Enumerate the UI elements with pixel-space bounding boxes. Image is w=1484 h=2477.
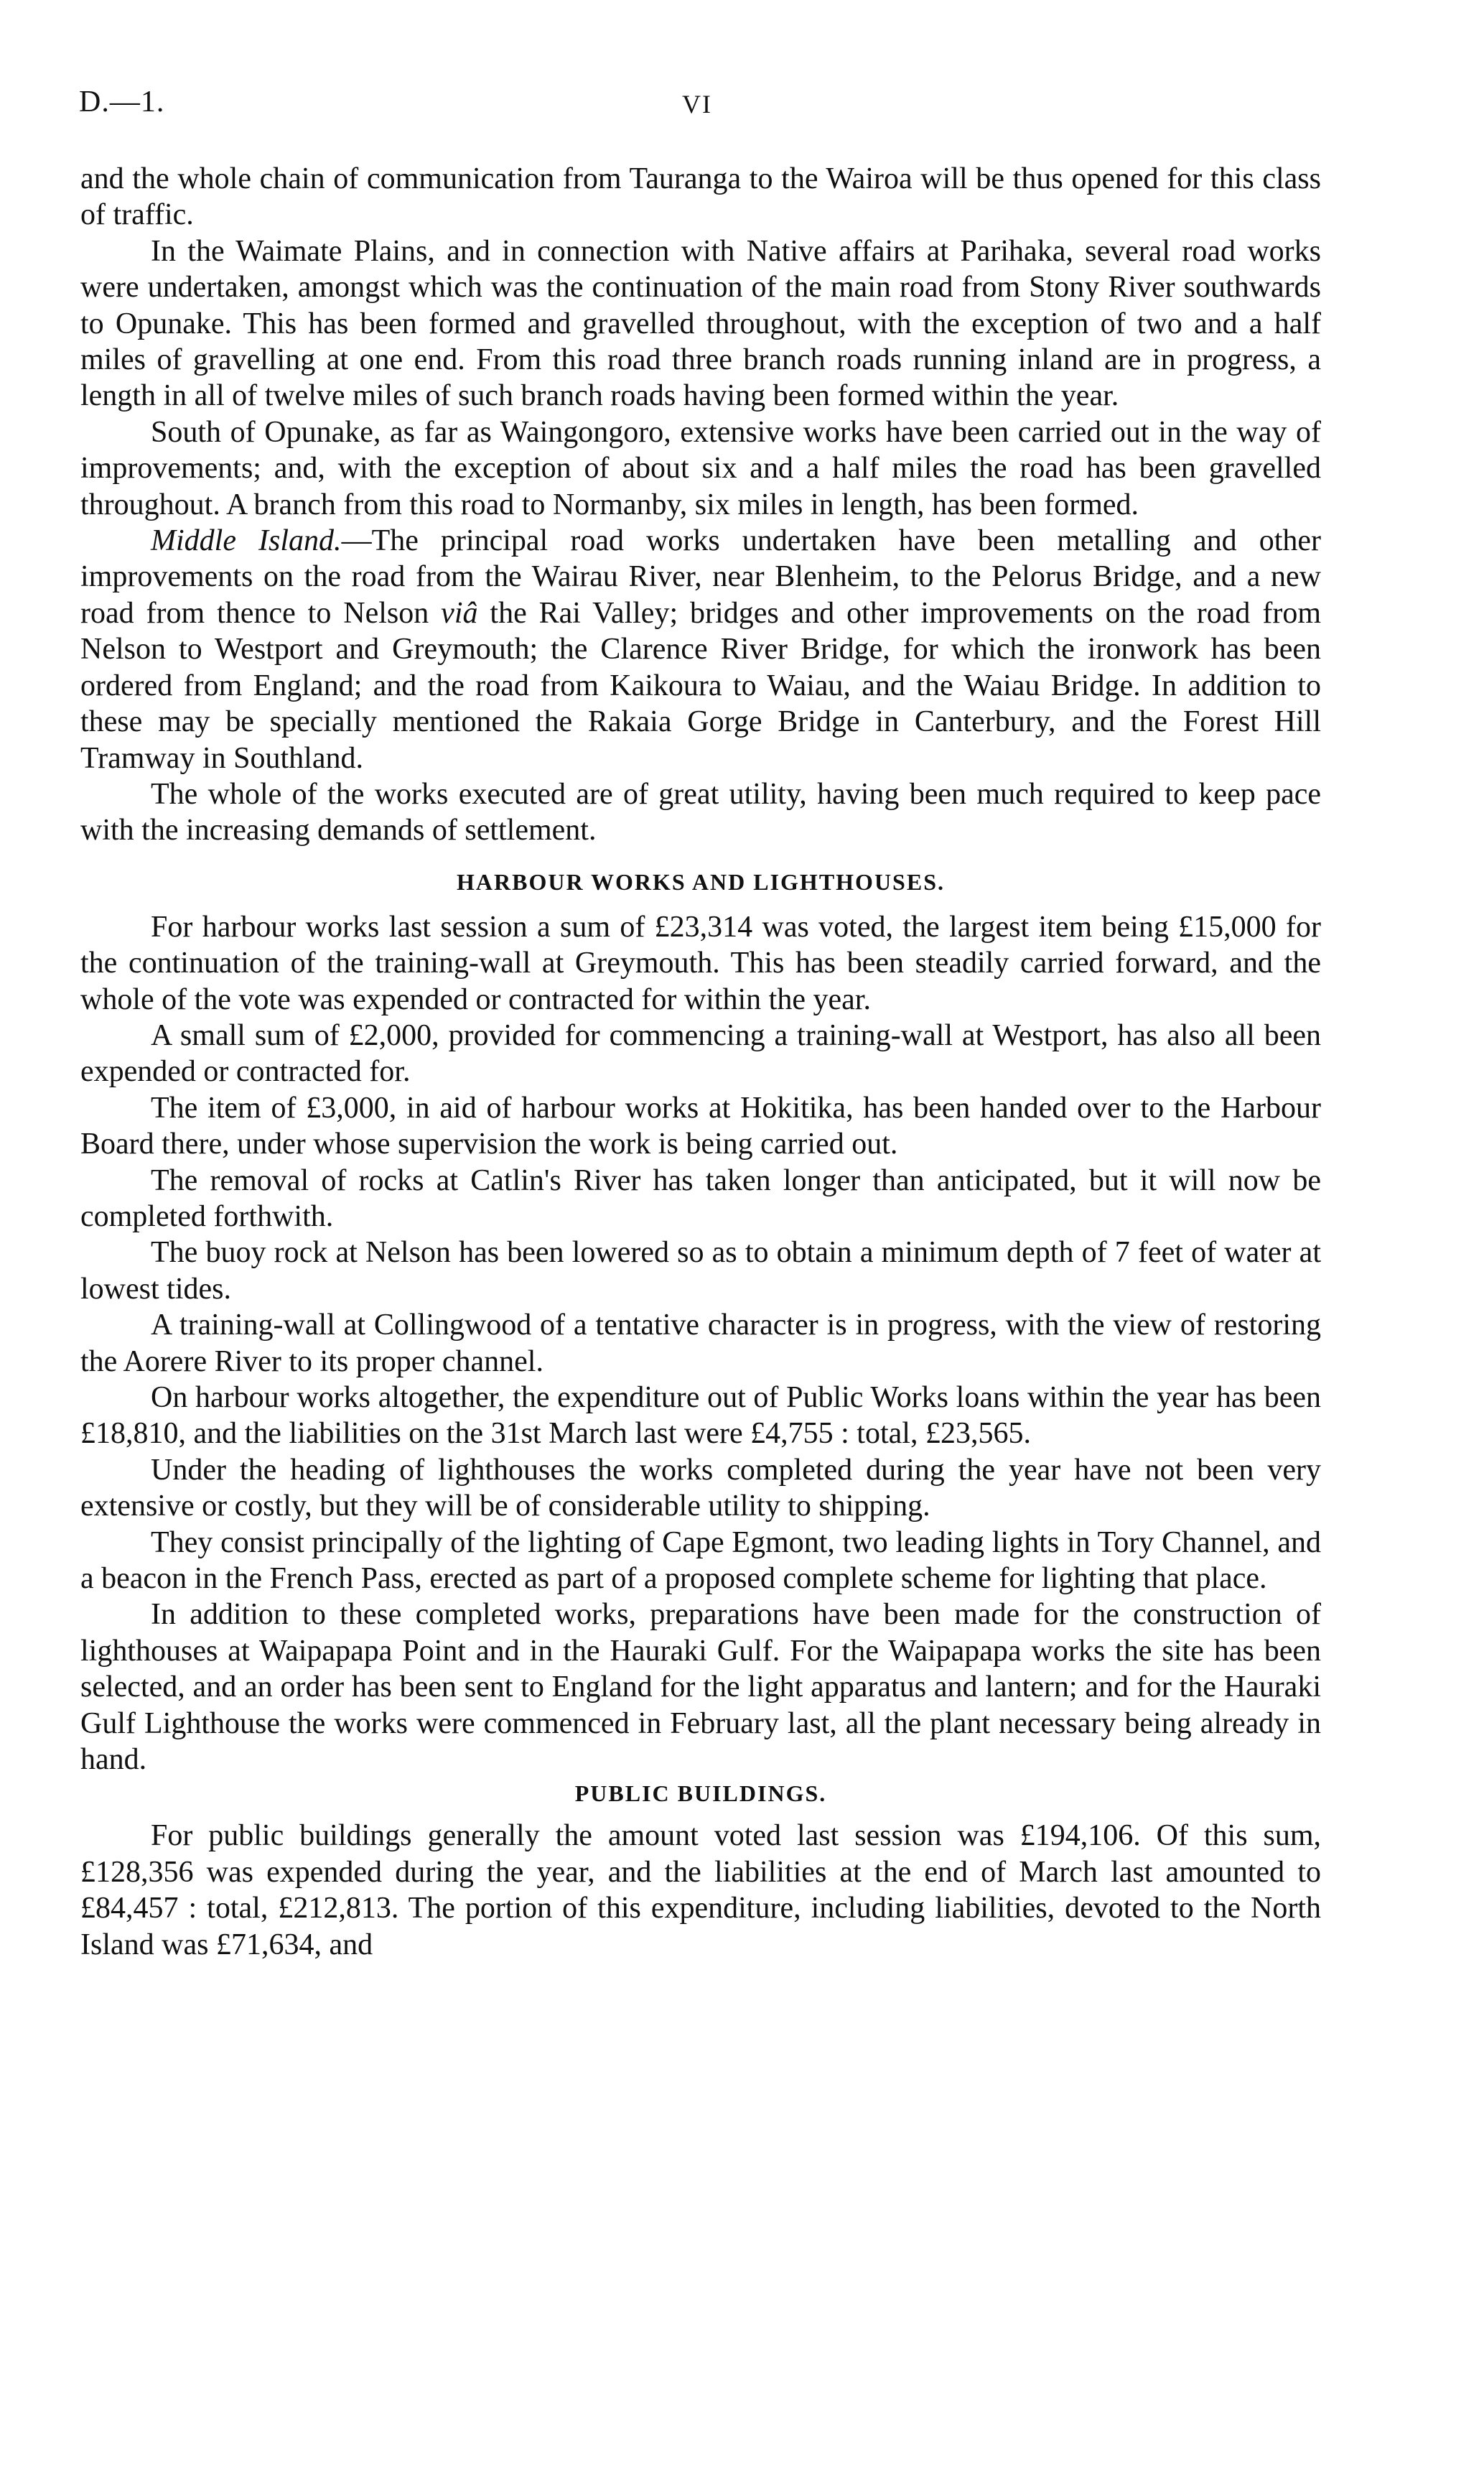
document-body xyxy=(80,161,1321,1963)
paragraph: On harbour works altogether, the expenditure out of Public Works loans within the year has been £18,810, and the liabilities on the 31st March last were £4,755 : total, £23,565. xyxy=(80,1381,1321,1451)
harbour-section xyxy=(80,909,1321,1778)
paragraph: South of Opunake, as far as Waingongoro, extensive works have been carried out in the way of improvements; and, with the exception of about six and a half miles the road has been gravelled throughout. A branch from this road to Normanby, six miles in length, has been formed. xyxy=(80,415,1321,521)
paragraph: For harbour works last session a sum of £23,314 was voted, the largest item being £15,000 for the continuation of the training-wall at Greymouth. This has been steadily carried forward, and the whole of the vote was expended or contracted for within the year. xyxy=(80,910,1321,1016)
subsection-lead: Middle Island. xyxy=(151,524,342,558)
public-buildings-section xyxy=(80,1818,1321,1963)
paragraph: Under the heading of lighthouses the works completed during the year have not been very extensive or costly, but they will be of considerable utility to shipping. xyxy=(80,1453,1321,1523)
paragraph: For public buildings generally the amount voted last session was £194,106. Of this sum, £128,356 was expended during the year, and the liabilities at the end of March last amounted to £84,457 : total, £212,813. The portion of this expenditure, including liabilities, devoted to the North Island was £71,634, and xyxy=(80,1819,1321,1961)
section-heading-public-buildings: PUBLIC BUILDINGS. xyxy=(574,1780,827,1807)
page-number: VI xyxy=(682,90,712,118)
paragraph-text: the Rai Valley; bridges and other improvements on the road from Nelson to Westport and Greymouth; the Clarence River Bridge, for which the ironwork has been ordered from England; and the road from Kaikoura to Waiau, and the Waiau Bridge. In addition to these may be specially mentioned the Rakaia Gorge Bridge in Canterbury, and the Forest Hill Tramway in Southland. xyxy=(80,596,1321,775)
paragraph-middle-island xyxy=(80,523,1321,776)
paragraph: The removal of rocks at Catlin's River has taken longer than anticipated, but it will now be completed forthwith. xyxy=(80,1163,1321,1233)
paragraph: A training-wall at Collingwood of a tentative character is in progress, with the view of restoring the Aorere River to its proper channel. xyxy=(80,1309,1321,1378)
paragraph: In the Waimate Plains, and in connection with Native affairs at Parihaka, several road works were undertaken, amongst which was the continuation of the main road from Stony River southwards to Opunake. This has been formed and gravelled throughout, with the exception of two and a half miles of gravelling at one end. From this road three branch roads running inland are in progress, a length in all of twelve miles of such branch roads having been formed within the year. xyxy=(80,234,1321,413)
paragraph: A small sum of £2,000, provided for commencing a training-wall at Westport, has also all been expended or contracted for. xyxy=(80,1018,1321,1089)
paragraph-text: —The principal road works undertaken have been metalling and other improvements on the road from the Wairau River, near Blenheim, to the Pelorus Bridge, and a new road from thence to Nelson xyxy=(80,524,1321,630)
paragraph: The item of £3,000, in aid of harbour works at Hokitika, has been handed over to the Harbour Board there, under whose supervision the work is being carried out. xyxy=(80,1091,1321,1161)
paragraph: and the whole chain of communication from Tauranga to the Wairoa will be thus opened for this class of traffic. xyxy=(80,162,1321,232)
page-header xyxy=(79,85,1321,128)
paragraph: In addition to these completed works, preparations have been made for the construction of lighthouses at Waipapapa Point and in the Hauraki Gulf. For the Waipapapa works the site has been selected, and an order has been sent to England for the light apparatus and lantern; and for the Hauraki Gulf Lighthouse the works were commenced in February last, all the plant necessary being already in hand. xyxy=(80,1598,1321,1777)
roads-section xyxy=(80,161,1321,849)
paragraph: The buoy rock at Nelson has been lowered so as to obtain a minimum depth of 7 feet of water at lowest tides. xyxy=(80,1236,1321,1306)
paragraph: The whole of the works executed are of great utility, having been much required to keep pace with the increasing demands of settlement. xyxy=(80,777,1321,847)
italic-word: viâ xyxy=(441,596,478,630)
paragraph: They consist principally of the lighting of Cape Egmont, two leading lights in Tory Channel, and a beacon in the French Pass, erected as part of a proposed complete scheme for lighting that place. xyxy=(80,1525,1321,1596)
document-id: D.—1. xyxy=(79,85,165,118)
section-heading-harbour: HARBOUR WORKS AND LIGHTHOUSES. xyxy=(457,868,945,895)
